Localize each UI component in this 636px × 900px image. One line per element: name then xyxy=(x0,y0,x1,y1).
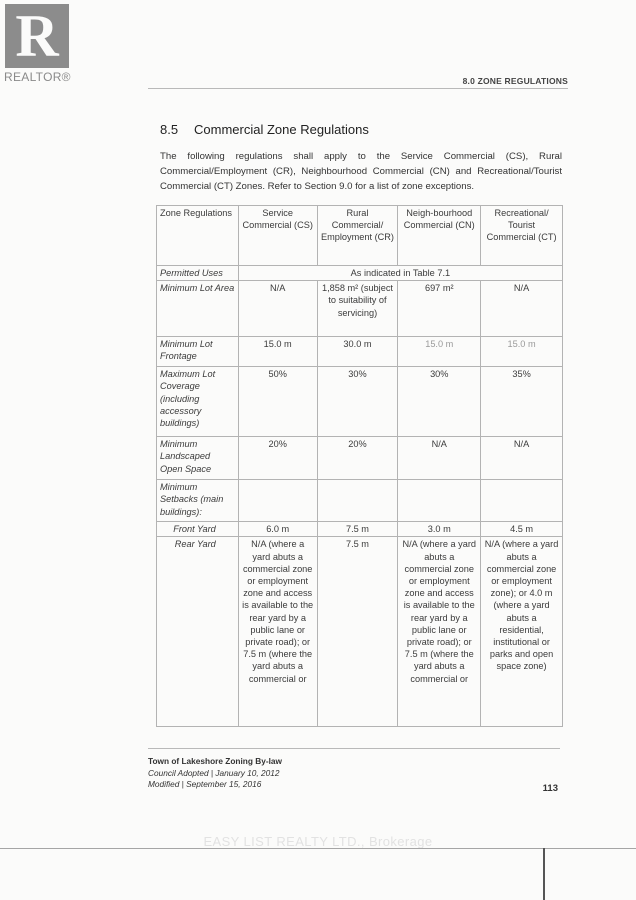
cell-cr: 7.5 m xyxy=(317,537,398,727)
cell-cs: 50% xyxy=(238,367,317,437)
cell-cn: 15.0 m xyxy=(398,337,481,367)
row-label-max-lot-coverage: Maximum Lot Coverage (including accessory buildings) xyxy=(157,367,239,437)
cell-ct: 35% xyxy=(481,367,563,437)
header-service-commercial: Service Commercial (CS) xyxy=(238,206,317,266)
realtor-logo xyxy=(4,4,72,84)
cell-ct: N/A xyxy=(481,437,563,480)
brokerage-watermark: EASY LIST REALTY LTD., Brokerage xyxy=(203,834,433,849)
cell-cs: 15.0 m xyxy=(238,337,317,367)
cell-cn: 30% xyxy=(398,367,481,437)
cell-cn: N/A (where a yard abuts a commercial zone or employment zone and access is available to the rear yard by a public lane or private road); or 7.5 m (where the yard abuts a commercial or xyxy=(398,537,481,727)
header-divider xyxy=(148,88,568,89)
header-recreational-tourist: Recreational/ Tourist Commercial (CT) xyxy=(481,206,563,266)
page-title xyxy=(160,122,369,137)
zone-regulations-table xyxy=(156,205,563,727)
table-row xyxy=(157,367,563,437)
cell-empty xyxy=(398,480,481,522)
header-zone-regulations: Zone Regulations xyxy=(157,206,239,266)
cell-cs: N/A (where a yard abuts a commercial zone or employment zone and access is available to the rear yard by a public lane or private road); or 7.5 m (where the yard abuts a commercial or xyxy=(238,537,317,727)
cell-cs: 20% xyxy=(238,437,317,480)
row-label-min-landscaped: Minimum Landscaped Open Space xyxy=(157,437,239,480)
row-label-front-yard: Front Yard xyxy=(157,522,239,537)
cell-cn: 3.0 m xyxy=(398,522,481,537)
realtor-logo-text: REALTOR® xyxy=(4,70,71,84)
table-row xyxy=(157,437,563,480)
row-label-permitted-uses: Permitted Uses xyxy=(157,266,239,281)
cell-ct: N/A (where a yard abuts a commercial zone or employment zone); or 4.0 m (where a yard abuts a residential, institutional or parks and open space zone) xyxy=(481,537,563,727)
cell-cs: 6.0 m xyxy=(238,522,317,537)
cell-ct: 4.5 m xyxy=(481,522,563,537)
row-label-min-lot-frontage: Minimum Lot Frontage xyxy=(157,337,239,367)
table-row xyxy=(157,266,563,281)
cell-cs: N/A xyxy=(238,281,317,337)
realtor-r-icon: R xyxy=(5,4,69,68)
header-rural-commercial: Rural Commercial/ Employment (CR) xyxy=(317,206,398,266)
page-number: 113 xyxy=(542,783,558,794)
footer-modified-date: Modified | September 15, 2016 xyxy=(148,779,262,789)
header-neighbourhood-commercial: Neigh-bourhood Commercial (CN) xyxy=(398,206,481,266)
cell-cr: 30.0 m xyxy=(317,337,398,367)
cell-empty xyxy=(238,480,317,522)
row-label-min-lot-area: Minimum Lot Area xyxy=(157,281,239,337)
cell-cr: 30% xyxy=(317,367,398,437)
footer xyxy=(148,756,282,791)
cell-cr: 20% xyxy=(317,437,398,480)
cell-cn: 697 m² xyxy=(398,281,481,337)
cell-ct: N/A xyxy=(481,281,563,337)
section-title: Commercial Zone Regulations xyxy=(194,122,369,137)
row-label-rear-yard: Rear Yard xyxy=(157,537,239,727)
table-row xyxy=(157,522,563,537)
section-number: 8.5 xyxy=(160,122,179,137)
row-label-min-setbacks: Minimum Setbacks (main buildings): xyxy=(157,480,239,522)
cell-empty xyxy=(317,480,398,522)
scan-edge-tick xyxy=(543,848,545,900)
intro-paragraph: The following regulations shall apply to the Service Commercial (CS), Rural Commercial/Employment (CR), Neighbourhood Commercial (CN) and Recreational/Tourist Commercial (CT) Zones. Refer to Section 9.0 for a list of zone exceptions. xyxy=(160,151,562,192)
footer-adopted-date: Council Adopted | January 10, 2012 xyxy=(148,767,280,778)
permitted-uses-value: As indicated in Table 7.1 xyxy=(238,266,562,281)
table-header-row xyxy=(157,206,563,266)
table-row xyxy=(157,337,563,367)
section-header: 8.0 ZONE REGULATIONS xyxy=(462,76,568,86)
footer-bylaw-title: Town of Lakeshore Zoning By-law xyxy=(148,756,282,766)
cell-cr: 1,858 m² (subject to suitability of servicing) xyxy=(317,281,398,337)
cell-empty xyxy=(481,480,563,522)
footer-divider xyxy=(148,748,560,749)
table-row xyxy=(157,480,563,522)
cell-cn: N/A xyxy=(398,437,481,480)
cell-ct: 15.0 m xyxy=(481,337,563,367)
cell-cr: 7.5 m xyxy=(317,522,398,537)
scan-edge-line xyxy=(0,848,636,849)
table-row xyxy=(157,537,563,727)
table-row xyxy=(157,281,563,337)
